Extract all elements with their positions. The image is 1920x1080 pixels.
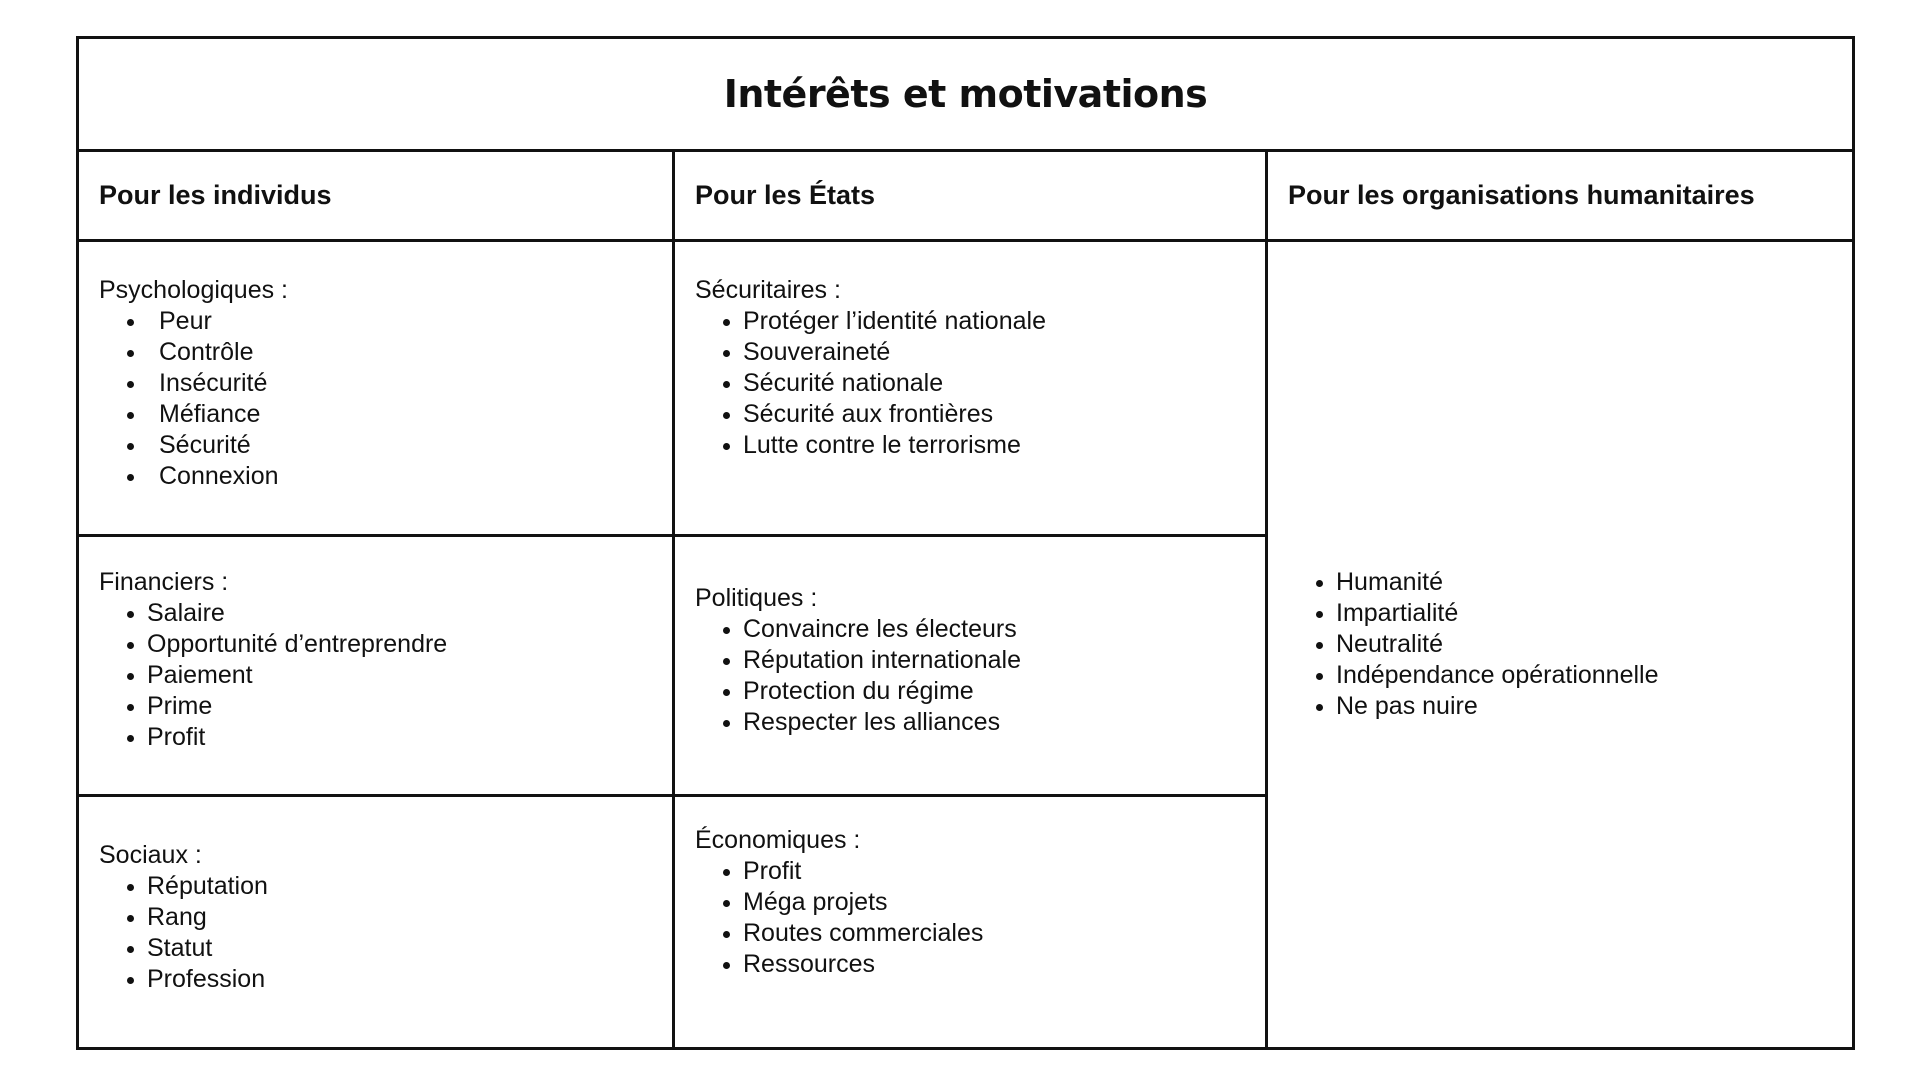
list-item: Impartialité — [1288, 598, 1855, 629]
list-item: Routes commerciales — [695, 918, 1265, 949]
cell-sociaux — [79, 840, 672, 995]
list-item: Protéger l’identité nationale — [695, 306, 1265, 337]
list-item: Indépendance opérationnelle — [1288, 660, 1855, 691]
list-item: Opportunité d’entreprendre — [99, 629, 672, 660]
list-item: Profit — [99, 722, 672, 753]
item-list — [99, 598, 672, 753]
list-item: Sécurité nationale — [695, 368, 1265, 399]
item-list — [99, 871, 672, 995]
item-list — [695, 614, 1265, 738]
list-item: Méga projets — [695, 887, 1265, 918]
cell-psychologiques — [79, 275, 672, 492]
group-label: Psychologiques : — [99, 276, 289, 304]
item-list — [695, 306, 1265, 461]
list-item: Sécurité aux frontières — [695, 399, 1265, 430]
group-label: Politiques : — [695, 584, 818, 612]
list-item: Humanité — [1288, 567, 1855, 598]
list-item: Ne pas nuire — [1288, 691, 1855, 722]
list-item: Connexion — [99, 461, 672, 492]
title-row — [79, 39, 1852, 152]
list-item: Lutte contre le terrorisme — [695, 430, 1265, 461]
column-heading-organisations: Pour les organisations humanitaires — [1288, 180, 1755, 210]
group-label: Sécuritaires : — [695, 276, 841, 304]
table-title: Intérêts et motivations — [723, 72, 1208, 116]
row-divider-2 — [79, 794, 1268, 797]
cell-economiques — [675, 825, 1265, 980]
list-item: Contrôle — [99, 337, 672, 368]
list-item: Souveraineté — [695, 337, 1265, 368]
list-item: Méfiance — [99, 399, 672, 430]
list-item: Réputation internationale — [695, 645, 1265, 676]
list-item: Ressources — [695, 949, 1265, 980]
list-item: Protection du régime — [695, 676, 1265, 707]
column-heading-etats: Pour les États — [695, 180, 876, 210]
list-item: Prime — [99, 691, 672, 722]
list-item: Convaincre les électeurs — [695, 614, 1265, 645]
list-item: Peur — [99, 306, 672, 337]
list-item: Insécurité — [99, 368, 672, 399]
list-item: Statut — [99, 933, 672, 964]
row-divider-1 — [79, 534, 1268, 537]
list-item: Profit — [695, 856, 1265, 887]
list-item: Salaire — [99, 598, 672, 629]
list-item: Rang — [99, 902, 672, 933]
cell-principes-humanitaires — [1268, 567, 1855, 722]
list-item: Profession — [99, 964, 672, 995]
group-label: Financiers : — [99, 568, 229, 596]
motivations-table — [76, 36, 1855, 1050]
cell-politiques — [675, 583, 1265, 738]
list-item: Paiement — [99, 660, 672, 691]
list-item: Neutralité — [1288, 629, 1855, 660]
cell-securitaires — [675, 275, 1265, 461]
column-heading-individus: Pour les individus — [99, 180, 332, 210]
cell-financiers — [79, 567, 672, 753]
list-item: Sécurité — [99, 430, 672, 461]
list-item: Respecter les alliances — [695, 707, 1265, 738]
group-label: Sociaux : — [99, 841, 202, 869]
list-item: Réputation — [99, 871, 672, 902]
item-list — [99, 306, 672, 492]
item-list — [1288, 567, 1855, 722]
item-list — [695, 856, 1265, 980]
group-label: Économiques : — [695, 826, 861, 854]
header-divider — [79, 239, 1855, 242]
